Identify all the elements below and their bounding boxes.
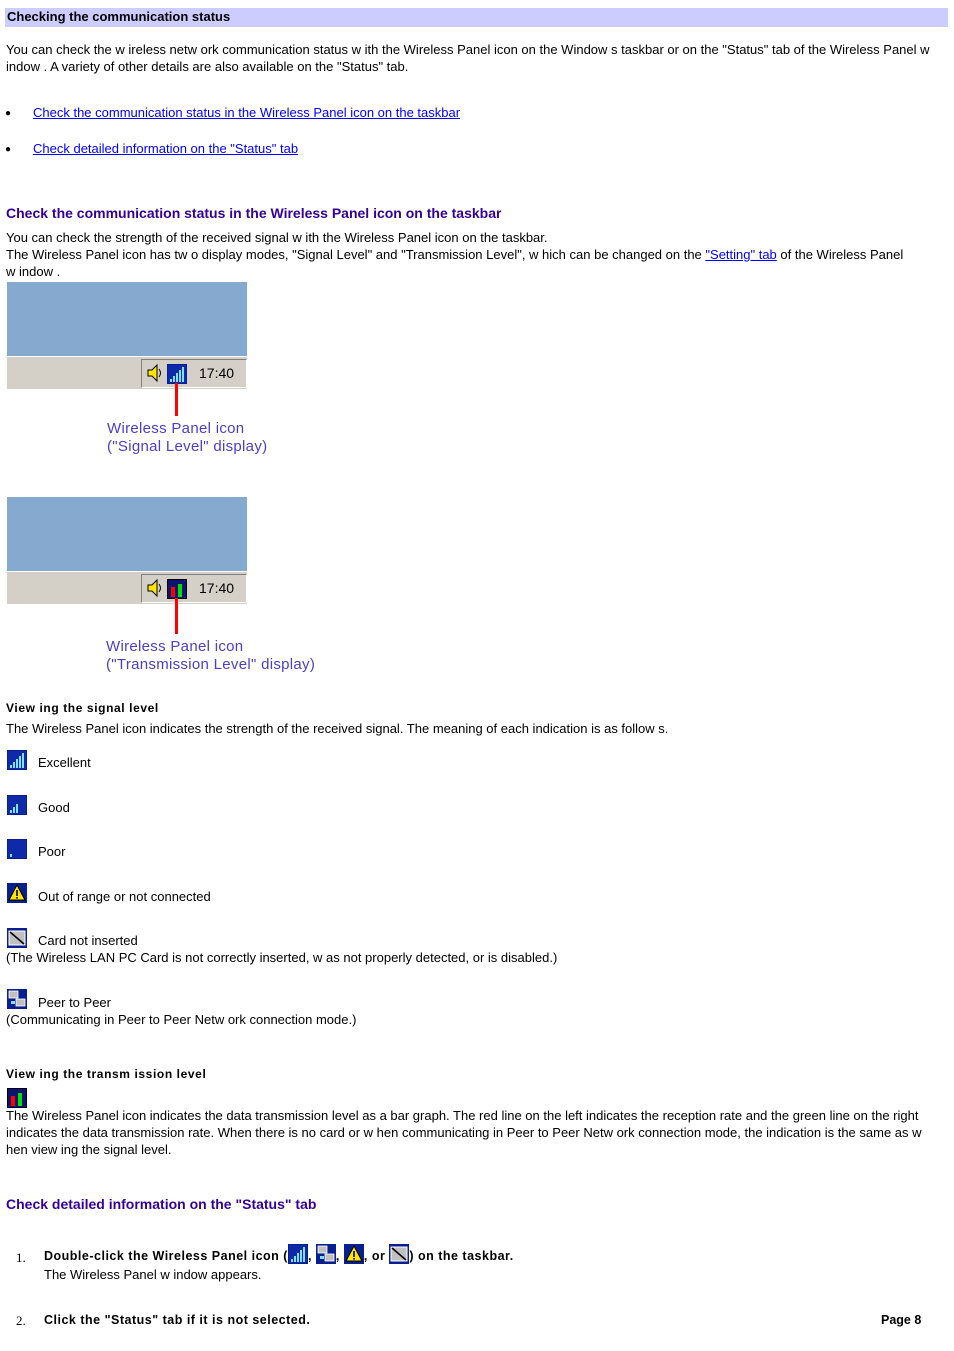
section1-line2: The Wireless Panel icon has tw o display modes, "Signal Level" and "Transmission Level", w hich can be changed on the "Setting" tab of the Wireless Panel xyxy=(6,247,904,262)
bullet-icon: ● xyxy=(5,108,12,119)
peer-to-peer-icon xyxy=(316,1244,336,1264)
section1-line3: w indow . xyxy=(6,264,61,279)
signal-excellent-icon xyxy=(7,750,27,770)
section-heading-taskbar: Check the communication status in the Wireless Panel icon on the taskbar xyxy=(6,205,502,221)
callout-arrow xyxy=(175,383,178,416)
signal-item-note: (The Wireless LAN PC Card is not correctly inserted, w as not properly detected, or is disabled.) xyxy=(6,950,558,965)
figure-caption: Wireless Panel icon ("Transmission Level" display) xyxy=(106,638,316,673)
peer-to-peer-icon xyxy=(7,989,27,1009)
figure-transmission-level xyxy=(7,497,327,687)
transmission-level-description: The Wireless Panel icon indicates the data transmission level as a bar graph. The red line on the left indicates the reception rate and the green line on the right indicates the data transmission rate. When there is no card or w hen communicating in Peer to Peer Netw ork connection mode, the indication is the same as w hen view ing the signal level. xyxy=(6,1108,922,1157)
signal-item-label: Card not inserted xyxy=(38,933,138,948)
bullet-icon: ● xyxy=(5,144,12,155)
signal-item-note: (Communicating in Peer to Peer Netw ork connection mode.) xyxy=(6,1012,357,1027)
signal-item-label: Good xyxy=(38,800,70,815)
taskbar-clock: 17:40 xyxy=(199,580,235,596)
section1-line1: You can check the strength of the received signal w ith the Wireless Panel icon on the taskbar. xyxy=(6,230,548,245)
taskbar-clock: 17:40 xyxy=(199,365,235,381)
step-number: 2. xyxy=(16,1313,26,1328)
figure-signal-level xyxy=(7,282,268,472)
signal-item-label: Peer to Peer xyxy=(38,995,111,1010)
step-2-instruction: Click the "Status" tab if it is not selected. xyxy=(44,1313,311,1327)
wireless-panel-transmission-icon[interactable] xyxy=(167,579,187,599)
step-1-result: The Wireless Panel w indow appears. xyxy=(44,1267,262,1282)
wireless-panel-signal-icon[interactable] xyxy=(167,364,187,384)
signal-item-label: Out of range or not connected xyxy=(38,889,211,904)
signal-item-label: Poor xyxy=(38,844,66,859)
signal-poor-icon xyxy=(7,839,27,859)
signal-level-heading: View ing the signal level xyxy=(6,701,159,715)
callout-arrow xyxy=(175,598,178,634)
intro-paragraph: You can check the w ireless netw ork communication status w ith the Wireless Panel icon on the Window s taskbar or on the "Status" tab of the Wireless Panel w indow . A variety of other details are also available on the "Status" tab. xyxy=(6,42,930,74)
page-number: Page 8 xyxy=(881,1313,922,1327)
warning-icon xyxy=(7,883,27,903)
setting-tab-link[interactable]: "Setting" tab xyxy=(705,247,777,262)
speaker-icon xyxy=(146,578,164,598)
figure-caption: Wireless Panel icon ("Signal Level" display) xyxy=(107,420,268,455)
toc-link-status-tab[interactable]: Check detailed information on the "Status" tab xyxy=(33,141,299,156)
step-1-instruction: Double-click the Wireless Panel icon ( , , , or ) on the taskbar. xyxy=(44,1244,514,1267)
section-heading-status-tab: Check detailed information on the "Status" tab xyxy=(6,1196,317,1212)
toc-link-taskbar[interactable]: Check the communication status in the Wireless Panel icon on the taskbar xyxy=(33,105,461,120)
speaker-icon xyxy=(146,363,164,383)
signal-excellent-icon xyxy=(288,1244,308,1264)
card-not-inserted-icon xyxy=(7,928,27,948)
card-not-inserted-icon xyxy=(389,1244,409,1264)
page-title: Checking the communication status xyxy=(7,9,231,24)
step-number: 1. xyxy=(16,1250,26,1265)
desktop-area xyxy=(7,497,247,571)
signal-good-icon xyxy=(7,795,27,815)
signal-item-label: Excellent xyxy=(38,755,91,770)
desktop-area xyxy=(7,282,247,356)
warning-icon xyxy=(344,1244,364,1264)
signal-level-description: The Wireless Panel icon indicates the strength of the received signal. The meaning of each indication is as follow s. xyxy=(6,721,669,736)
transmission-level-heading: View ing the transm ission level xyxy=(6,1067,207,1081)
transmission-level-icon xyxy=(7,1088,27,1108)
